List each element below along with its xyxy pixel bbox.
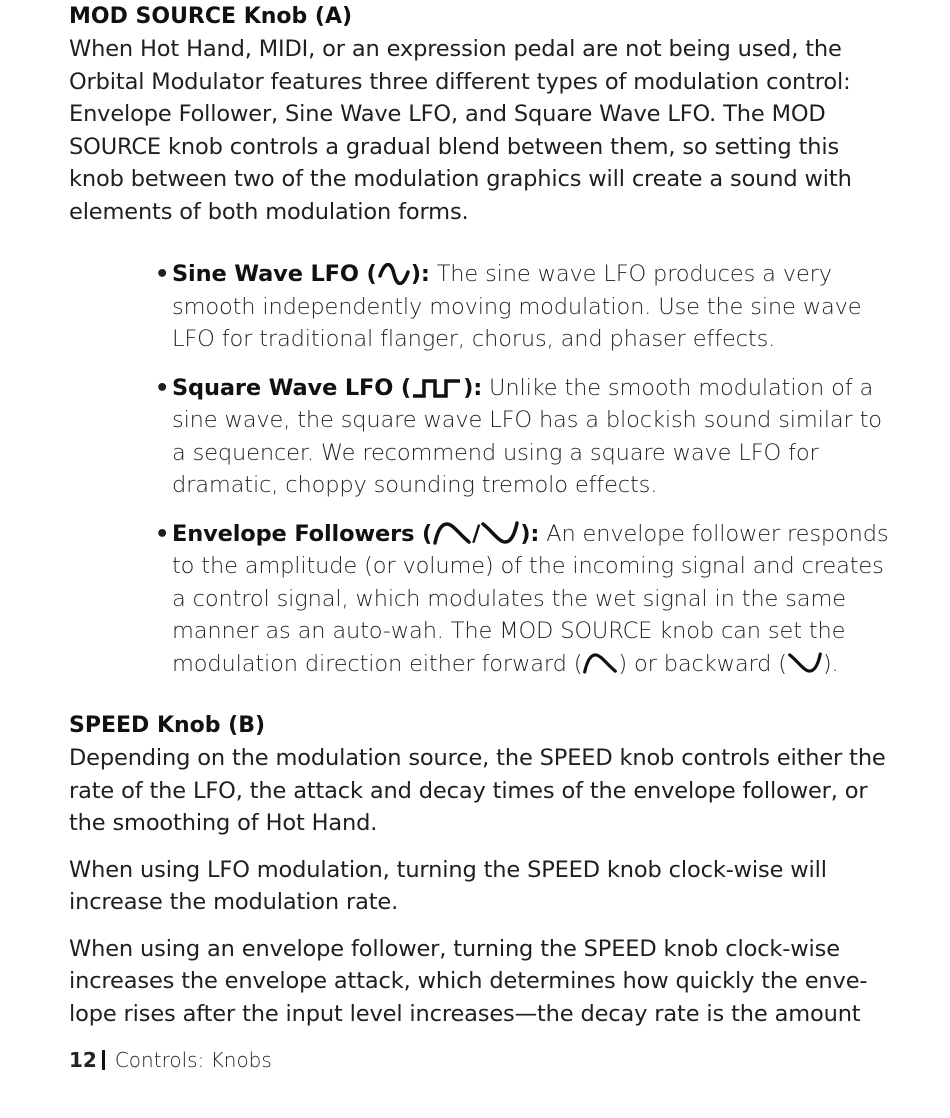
speed-heading: SPEED Knob (B) xyxy=(69,713,266,738)
sine-wave-description: The sine wave LFO produces a very smooth independently moving modulation. Use the sine wave LFO for traditional flanger, chorus, and phaser effects. xyxy=(172,261,862,352)
envelope-forward-icon xyxy=(432,521,472,545)
sine-wave-icon xyxy=(377,263,411,285)
envelope-description-part1: An envelope follower responds to the amplitude (or volume) of the incoming signal and creates a control signal, which modulates the wet signal in the same manner as an auto-wah. The MOD SOURCE knob can set the modulation direction either forward ( xyxy=(172,520,889,677)
sine-wave-term: Sine Wave LFO ( ): xyxy=(172,261,430,287)
bullet-dot: • xyxy=(155,374,170,401)
bullet-dot: • xyxy=(155,520,170,547)
envelope-description-part3: ). xyxy=(822,650,839,677)
envelope-followers-term: Envelope Followers ( / ): xyxy=(172,520,540,547)
square-wave-description: Unlike the smooth modulation of a sine wave, the square wave LFO has a blockish sound similar to a sequencer. We recommend using a square wave LFO for dramatic, choppy sounding tremolo effects. xyxy=(172,374,882,498)
speed-paragraph-3: When using an envelope follower, turning the SPEED knob clock-wise increases the envelope attack, which determines how quickly the enve-lope rises after the input level increases—the decay rate is the amount xyxy=(69,935,868,1027)
bullet-dot: • xyxy=(155,261,170,287)
modulation-types-list xyxy=(155,258,895,696)
speed-paragraph-2: When using LFO modulation, turning the SPEED knob clock-wise will increase the modulation rate. xyxy=(69,856,827,915)
list-item-envelope-followers xyxy=(155,518,895,681)
envelope-description-part2: ) or backward ( xyxy=(618,650,787,677)
footer-section-label: Controls: Knobs xyxy=(114,1048,272,1072)
list-item-sine-wave xyxy=(155,258,895,356)
square-wave-term: Square Wave LFO ( ): xyxy=(172,374,483,401)
envelope-forward-icon xyxy=(582,651,618,675)
square-wave-icon xyxy=(411,377,463,399)
page-number: 12 xyxy=(69,1048,97,1072)
speed-section xyxy=(69,710,899,1030)
mod-source-section xyxy=(69,1,899,228)
speed-paragraph-1: Depending on the modulation source, the SPEED knob controls either the rate of the LFO, the attack and decay times of the envelope follower, or the smoothing of Hot Hand. xyxy=(69,745,886,836)
envelope-backward-icon xyxy=(787,651,823,675)
mod-source-paragraph: When Hot Hand, MIDI, or an expression pedal are not being used, the Orbital Modulator features three different types of modulation control: Envelope Follower, Sine Wave LFO, and Square Wave LFO. The MOD SOURCE knob controls a gradual blend between them, so setting this knob between two of the modulation graphics will create a sound with elements of both modulation forms. xyxy=(69,36,852,225)
footer-divider xyxy=(102,1050,105,1070)
envelope-backward-icon xyxy=(480,521,520,545)
list-item-square-wave xyxy=(155,372,895,502)
page-footer xyxy=(69,1046,272,1074)
mod-source-heading: MOD SOURCE Knob (A) xyxy=(69,4,353,29)
